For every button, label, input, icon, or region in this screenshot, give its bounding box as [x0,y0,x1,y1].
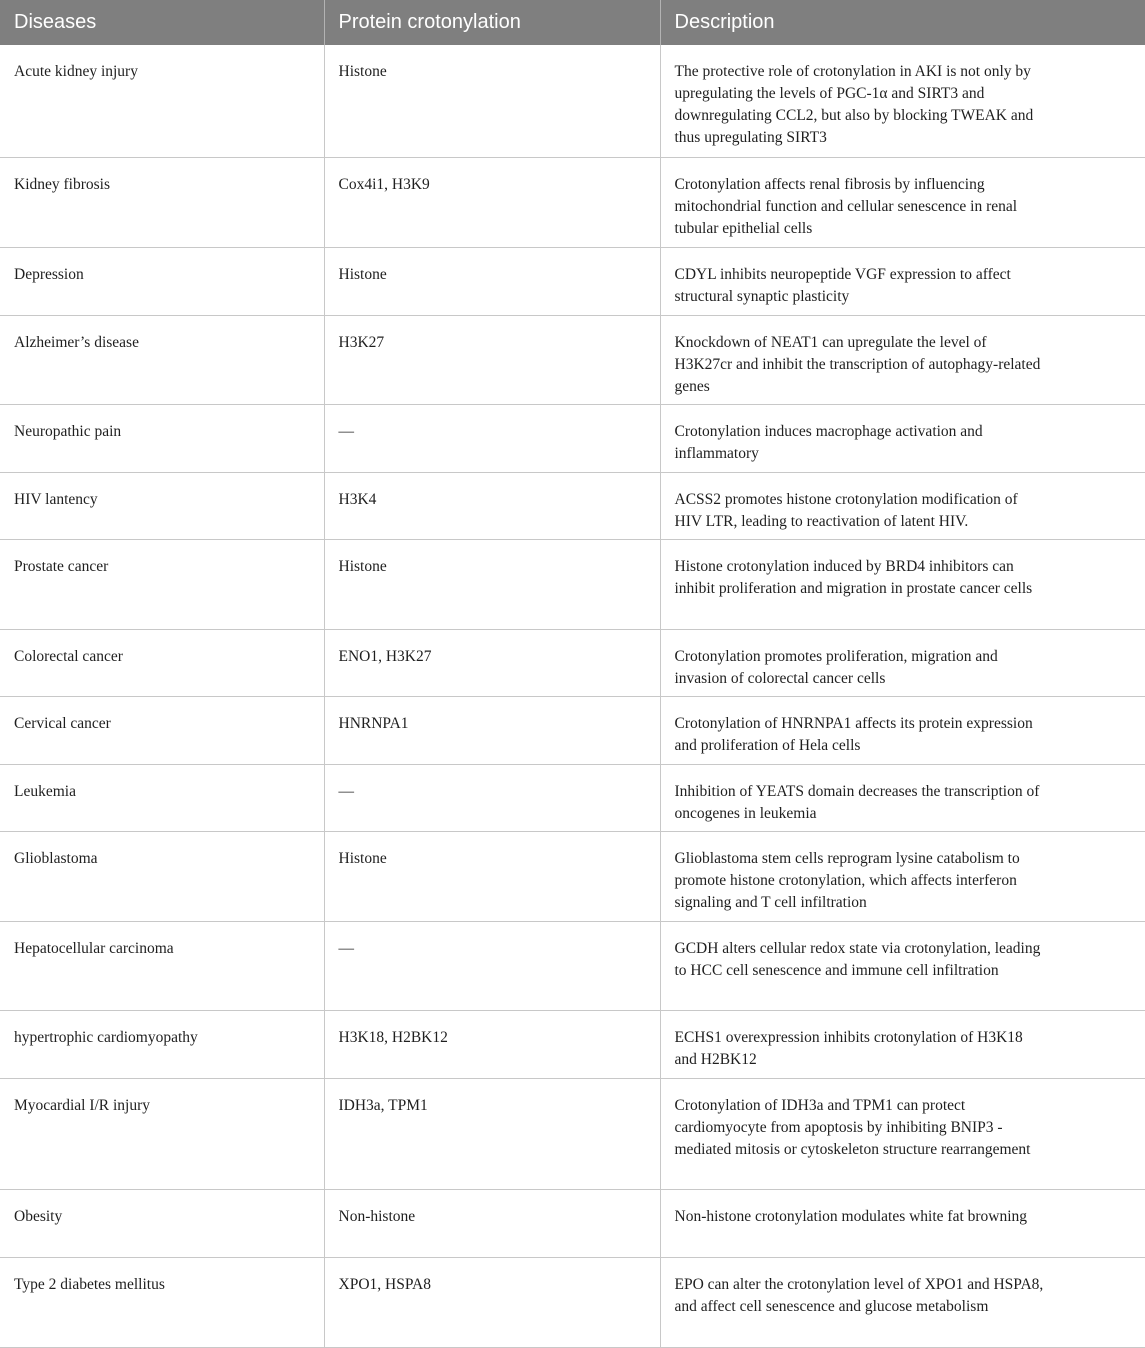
protein-cell: Non-histone [324,1189,660,1257]
table-header [0,0,1145,45]
disease-cell: Prostate cancer [0,539,324,629]
protein-cell: ENO1, H3K27 [324,629,660,696]
header-row [0,0,1145,45]
disease-cell: Alzheimer’s disease [0,315,324,404]
disease-cell: Type 2 diabetes mellitus [0,1257,324,1347]
description-cell: Crotonylation of IDH3a and TPM1 can protect cardiomyocyte from apoptosis by inhibiting BNIP3 -mediated mitosis or cytoskeleton structure rearrangement [660,1078,1145,1189]
protein-cell: Histone [324,831,660,921]
table-row [0,45,1145,157]
description-cell: Crotonylation induces macrophage activation and inflammatory [660,404,1145,472]
disease-cell: HIV lantency [0,472,324,539]
header-protein-crotonylation: Protein crotonylation [324,0,660,45]
description-cell: Knockdown of NEAT1 can upregulate the level of H3K27cr and inhibit the transcription of autophagy-related genes [660,315,1145,404]
disease-cell: Cervical cancer [0,696,324,764]
table-row [0,1078,1145,1189]
protein-cell: — [324,764,660,831]
protein-cell: H3K27 [324,315,660,404]
description-cell: Non-histone crotonylation modulates white fat browning [660,1189,1145,1257]
description-cell: Crotonylation promotes proliferation, migration and invasion of colorectal cancer cells [660,629,1145,696]
description-cell: Crotonylation of HNRNPA1 affects its protein expression and proliferation of Hela cells [660,696,1145,764]
table-row [0,1189,1145,1257]
table-row [0,831,1145,921]
protein-cell: IDH3a, TPM1 [324,1078,660,1189]
description-cell: Glioblastoma stem cells reprogram lysine catabolism to promote histone crotonylation, which affects interferon signaling and T cell infiltration [660,831,1145,921]
disease-cell: hypertrophic cardiomyopathy [0,1010,324,1078]
protein-cell: Cox4i1, H3K9 [324,157,660,247]
protein-cell: — [324,404,660,472]
disease-cell: Hepatocellular carcinoma [0,921,324,1010]
protein-cell: Histone [324,45,660,157]
table-row [0,764,1145,831]
description-cell: ACSS2 promotes histone crotonylation modification of HIV LTR, leading to reactivation of latent HIV. [660,472,1145,539]
description-cell: EPO can alter the crotonylation level of XPO1 and HSPA8, and affect cell senescence and glucose metabolism [660,1257,1145,1347]
table-row [0,629,1145,696]
disease-cell: Neuropathic pain [0,404,324,472]
protein-cell: XPO1, HSPA8 [324,1257,660,1347]
table-row [0,315,1145,404]
protein-cell: H3K18, H2BK12 [324,1010,660,1078]
disease-cell: Leukemia [0,764,324,831]
table-row [0,696,1145,764]
protein-cell: HNRNPA1 [324,696,660,764]
disease-cell: Kidney fibrosis [0,157,324,247]
table-row [0,157,1145,247]
description-cell: ECHS1 overexpression inhibits crotonylation of H3K18 and H2BK12 [660,1010,1145,1078]
disease-cell: Acute kidney injury [0,45,324,157]
description-cell: Histone crotonylation induced by BRD4 inhibitors can inhibit proliferation and migration in prostate cancer cells [660,539,1145,629]
protein-cell: — [324,921,660,1010]
table-row [0,539,1145,629]
table-row [0,247,1145,315]
header-diseases: Diseases [0,0,324,45]
header-description: Description [660,0,1145,45]
description-cell: The protective role of crotonylation in AKI is not only by upregulating the levels of PGC-1α and SIRT3 and downregulating CCL2, but also by blocking TWEAK and thus upregulating SIRT3 [660,45,1145,157]
description-cell: Inhibition of YEATS domain decreases the transcription of oncogenes in leukemia [660,764,1145,831]
protein-cell: Histone [324,539,660,629]
disease-cell: Depression [0,247,324,315]
table-body [0,45,1145,1347]
table-row [0,1257,1145,1347]
protein-cell: H3K4 [324,472,660,539]
protein-cell: Histone [324,247,660,315]
disease-cell: Obesity [0,1189,324,1257]
disease-cell: Myocardial I/R injury [0,1078,324,1189]
disease-cell: Colorectal cancer [0,629,324,696]
table-row [0,404,1145,472]
description-cell: Crotonylation affects renal fibrosis by influencing mitochondrial function and cellular senescence in renal tubular epithelial cells [660,157,1145,247]
disease-cell: Glioblastoma [0,831,324,921]
description-cell: GCDH alters cellular redox state via crotonylation, leading to HCC cell senescence and immune cell infiltration [660,921,1145,1010]
table-row [0,1010,1145,1078]
table-row [0,921,1145,1010]
description-cell: CDYL inhibits neuropeptide VGF expression to affect structural synaptic plasticity [660,247,1145,315]
table-row [0,472,1145,539]
